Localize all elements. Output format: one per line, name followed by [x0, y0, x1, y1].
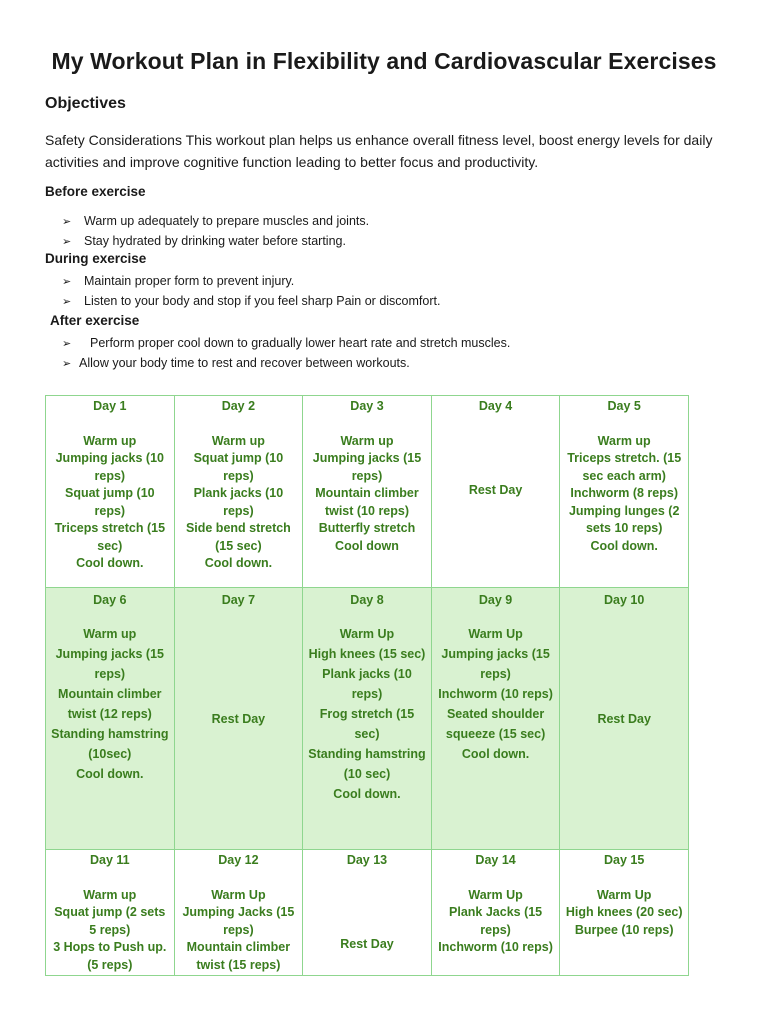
exercise-line: Jumping lunges (2 sets 10 reps): [568, 503, 680, 535]
exercise-line: Jumping jacks (15 reps): [55, 647, 164, 681]
day-label: Day 4: [478, 399, 513, 413]
day-label: Day 2: [221, 399, 256, 413]
exercise-line: High knees (20 sec): [565, 905, 683, 919]
day-cell: [174, 850, 303, 976]
day-label: Day 9: [478, 593, 513, 607]
exercise-line: Cool down.: [204, 556, 273, 570]
during-exercise-heading: During exercise: [45, 251, 147, 266]
list-item: ➢ Perform proper cool down to gradually lower heart rate and stretch muscles.: [62, 333, 510, 353]
workout-plan-table: [45, 395, 689, 976]
day-cell: [431, 588, 560, 850]
day-cell: [560, 588, 689, 850]
exercise-line: Jumping Jacks (15 reps): [182, 905, 295, 937]
exercise-line: Squat jump (10 reps): [193, 451, 284, 483]
exercise-line: Inchworm (10 reps): [438, 940, 553, 954]
rest-day-label: Rest Day: [211, 712, 266, 726]
arrow-bullet-icon: ➢: [62, 358, 72, 370]
intro-paragraph: Safety Considerations This workout plan helps us enhance overall fitness level, boost energy levels for daily activities and improve cognitive function leading to better focus and productivity.: [45, 132, 713, 170]
day-label: Day 13: [346, 853, 388, 867]
arrow-bullet-icon: ➢: [62, 338, 72, 350]
exercise-line: Warm Up: [468, 887, 523, 902]
exercise-line: Seated shoulder squeeze (15 sec): [445, 707, 546, 741]
day-label: Day 12: [218, 853, 259, 867]
before-exercise-list: [62, 211, 369, 251]
arrow-bullet-icon: ➢: [62, 216, 72, 228]
list-item: ➢ Allow your body time to rest and recover between workouts.: [62, 353, 510, 373]
exercise-line: Squat jump (10 reps): [65, 486, 155, 518]
exercise-line: High knees (15 sec): [308, 647, 426, 661]
exercise-line: 3 Hops to Push up. (5 reps): [53, 940, 167, 972]
exercise-line: Plank Jacks (15 reps): [449, 905, 543, 937]
exercise-line: Cool down.: [76, 767, 144, 781]
exercise-line: Plank jacks (10 reps): [193, 486, 284, 518]
exercise-line: Mountain climber twist (10 reps): [315, 486, 419, 518]
exercise-line: Jumping jacks (10 reps): [55, 451, 164, 483]
day-label: Day 11: [89, 853, 130, 867]
day-cell: [46, 588, 175, 850]
exercise-line: Cool down.: [333, 787, 401, 801]
rest-day-label: Rest Day: [340, 937, 394, 951]
day-label: Day 5: [607, 399, 641, 413]
table-row: [46, 850, 689, 976]
table-row: [46, 396, 689, 588]
exercise-line: Warm Up: [468, 627, 523, 641]
table-row: [46, 588, 689, 850]
during-exercise-list: [62, 271, 440, 311]
day-cell: [46, 850, 175, 976]
exercise-line: Warm up: [83, 887, 137, 902]
arrow-bullet-icon: ➢: [62, 296, 72, 308]
exercise-line: Mountain climber twist (12 reps): [58, 687, 162, 721]
exercise-line: Warm up: [83, 627, 137, 641]
exercise-line: Warm Up: [211, 887, 266, 902]
day-cell: [174, 588, 303, 850]
exercise-line: Warm up: [597, 433, 651, 448]
exercise-line: Plank jacks (10 reps): [322, 667, 412, 701]
exercise-line: Cool down.: [461, 747, 530, 761]
after-exercise-heading: After exercise: [50, 313, 140, 328]
day-cell: [303, 850, 432, 976]
day-cell: [560, 396, 689, 588]
arrow-bullet-icon: ➢: [62, 236, 72, 248]
day-label: Day 6: [93, 593, 127, 607]
day-cell: [560, 850, 689, 976]
day-cell: [46, 396, 175, 588]
exercise-line: Warm Up: [596, 887, 652, 902]
rest-day-label: Rest Day: [597, 712, 651, 726]
day-label: Day 14: [475, 853, 516, 867]
exercise-line: Standing hamstring (10sec): [51, 727, 169, 761]
exercise-line: Warm up: [83, 433, 137, 448]
list-item: ➢ Stay hydrated by drinking water before starting.: [62, 231, 369, 251]
exercise-line: Cool down: [335, 538, 399, 553]
list-item: ➢ Listen to your body and stop if you feel sharp Pain or discomfort.: [62, 291, 440, 311]
exercise-line: Warm up: [340, 433, 394, 448]
rest-day-label: Rest Day: [468, 483, 523, 497]
day-label: Day 8: [350, 593, 384, 607]
day-cell: [431, 850, 560, 976]
day-label: Day 3: [350, 399, 384, 413]
exercise-line: Frog stretch (15 sec): [319, 707, 415, 741]
objectives-heading: Objectives: [45, 95, 126, 112]
day-cell: [303, 588, 432, 850]
day-label: Day 1: [93, 399, 127, 413]
list-item: ➢ Warm up adequately to prepare muscles and joints.: [62, 211, 369, 231]
exercise-line: Inchworm (10 reps): [438, 687, 553, 701]
day-cell: [303, 396, 432, 588]
workout-plan-body: [46, 396, 689, 976]
exercise-line: Mountain climber twist (15 reps): [186, 940, 291, 972]
day-label: Day 7: [221, 593, 256, 607]
list-item: ➢ Maintain proper form to prevent injury.: [62, 271, 440, 291]
exercise-line: Standing hamstring (10 sec): [308, 747, 426, 781]
after-exercise-list: [62, 333, 510, 373]
exercise-line: Warm Up: [339, 627, 395, 641]
exercise-line: Butterfly stretch: [318, 521, 416, 535]
page-title: My Workout Plan in Flexibility and Cardiovascular Exercises: [51, 48, 717, 74]
exercise-line: Cool down.: [76, 556, 144, 570]
exercise-line: Jumping jacks (15 reps): [312, 451, 422, 483]
day-label: Day 15: [604, 853, 645, 867]
exercise-line: Squat jump (2 sets 5 reps): [54, 905, 166, 937]
exercise-line: Cool down.: [590, 538, 658, 553]
arrow-bullet-icon: ➢: [62, 276, 72, 288]
before-exercise-heading: Before exercise: [45, 184, 146, 199]
exercise-line: Triceps stretch (15 sec): [54, 521, 166, 553]
exercise-line: Side bend stretch (15 sec): [185, 521, 291, 553]
exercise-line: Inchworm (8 reps): [570, 486, 679, 500]
day-cell: [174, 396, 303, 588]
exercise-line: Burpee (10 reps): [574, 922, 674, 937]
exercise-line: Warm up: [211, 433, 265, 448]
day-label: Day 10: [604, 593, 645, 607]
day-cell: [431, 396, 560, 588]
exercise-line: Triceps stretch. (15 sec each arm): [567, 451, 682, 483]
exercise-line: Jumping jacks (15 reps): [441, 647, 550, 681]
